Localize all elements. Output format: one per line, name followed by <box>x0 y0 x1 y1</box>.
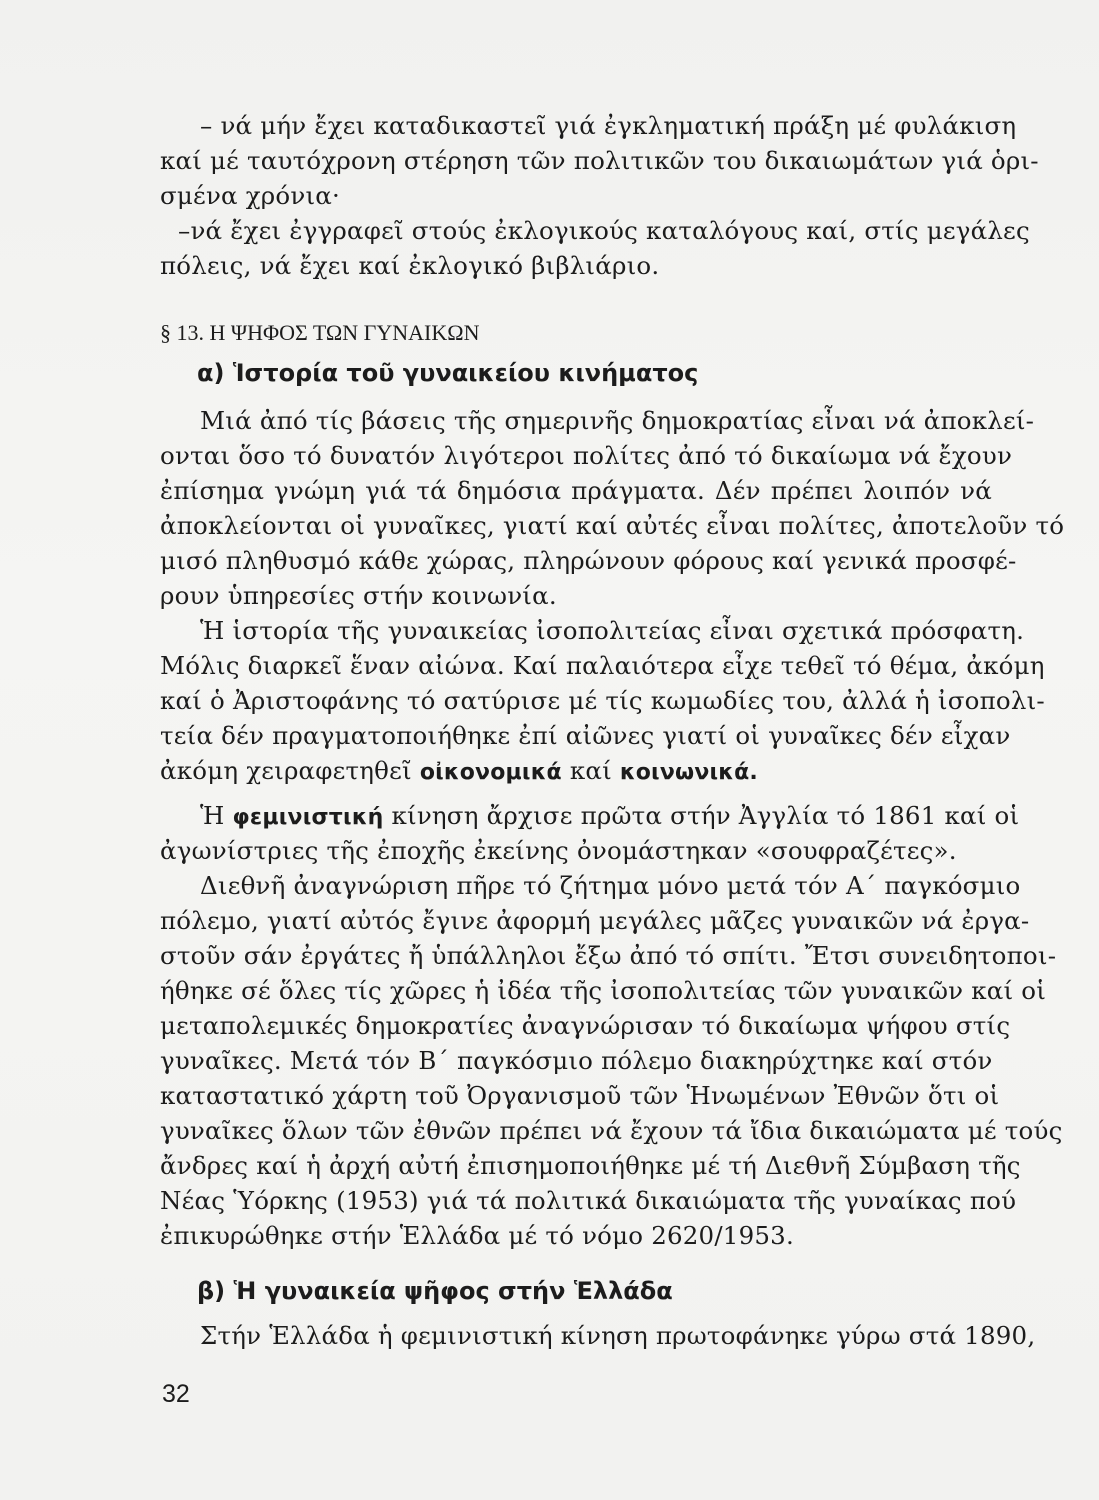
text-line: ἀγωνίστριες τῆς ἐποχῆς ἐκείνης ὀνομάστηκαν «σουφραζέτες». <box>160 836 957 865</box>
text-line: καταστατικό χάρτη τοῦ Ὀργανισμοῦ τῶν Ἡνωμένων Ἐθνῶν ὅτι οἱ <box>160 1081 1000 1110</box>
text-span: κίνηση ἄρχισε πρῶτα στήν Ἀγγλία τό 1861 καί οἱ <box>383 801 1020 830</box>
text-line: ρουν ὑπηρεσίες στήν κοινωνία. <box>160 581 557 610</box>
text-span: ἀκόμη χειραφετηθεῖ <box>160 756 420 785</box>
heading-b: β) Ἡ γυναικεία ψῆφος στήν Ἑλλάδα <box>197 1277 673 1305</box>
text-line: μεταπολεμικές δημοκρατίες ἀναγνώρισαν τό δικαίωμα ψήφου στίς <box>160 1011 1011 1040</box>
text-line: Μιά ἀπό τίς βάσεις τῆς σημερινῆς δημοκρατίας εἶναι νά ἀποκλεί- <box>200 406 1035 435</box>
text-line: ονται ὅσο τό δυνατόν λιγότεροι πολίτες ἀπό τό δικαίωμα νά ἔχουν <box>160 441 1013 470</box>
text-line: Μόλις διαρκεῖ ἕναν αἰώνα. Καί παλαιότερα εἶχε τεθεῖ τό θέμα, ἀκόμη <box>160 651 1045 680</box>
text-line: πόλεις, νά ἔχει καί ἐκλογικό βιβλιάριο. <box>160 251 660 280</box>
text-span: καί <box>561 756 620 785</box>
text-line: –νά ἔχει ἐγγραφεῖ στούς ἐκλογικούς καταλόγους καί, στίς μεγάλες <box>178 216 1030 245</box>
text-line <box>200 800 1020 834</box>
text-line: ἐπικυρώθηκε στήν Ἑλλάδα μέ τό νόμο 2620/1953. <box>160 1221 794 1250</box>
page-number: 32 <box>162 1380 190 1408</box>
text-line: καί μέ ταυτόχρονη στέρηση τῶν πολιτικῶν του δικαιωμάτων γιά ὁρι- <box>160 146 1039 175</box>
text-line: γυναῖκες ὅλων τῶν ἐθνῶν πρέπει νά ἔχουν τά ἴδια δικαιώματα μέ τούς <box>160 1116 1063 1145</box>
text-line: σμένα χρόνια· <box>160 181 340 210</box>
text-line: στοῦν σάν ἐργάτες ἤ ὑπάλληλοι ἔξω ἀπό τό σπίτι. Ἔτσι συνειδητοποι- <box>160 941 1057 970</box>
text-line: – νά μήν ἔχει καταδικαστεῖ γιά ἐγκληματική πράξη μέ φυλάκιση <box>200 111 1017 140</box>
text-line: ἐπίσημα γνώμη γιά τά δημόσια πράγματα. Δέν πρέπει λοιπόν νά <box>160 476 992 505</box>
section-title: § 13. Η ΨΗΦΟΣ ΤΩΝ ΓΥΝΑΙΚΩΝ <box>160 320 480 345</box>
text-line: ἄνδρες καί ἡ ἀρχή αὐτή ἐπισημοποιήθηκε μέ τή Διεθνῆ Σύμβαση τῆς <box>160 1151 1021 1180</box>
text-line: γυναῖκες. Μετά τόν Β΄ παγκόσμιο πόλεμο διακηρύχτηκε καί στόν <box>160 1046 993 1075</box>
text-line: Νέας Ὑόρκης (1953) γιά τά πολιτικά δικαιώματα τῆς γυναίκας πού <box>160 1186 1017 1215</box>
text-line: πόλεμο, γιατί αὐτός ἔγινε ἀφορμή μεγάλες μᾶζες γυναικῶν νά ἐργα- <box>160 906 1030 935</box>
text-line: τεία δέν πραγματοποιήθηκε ἐπί αἰῶνες γιατί οἱ γυναῖκες δέν εἶχαν <box>160 721 1011 750</box>
text-span: Ἡ <box>200 801 233 830</box>
text-line: Διεθνῆ ἀναγνώριση πῆρε τό ζήτημα μόνο μετά τόν Α΄ παγκόσμιο <box>200 871 1021 900</box>
text-line <box>160 755 758 789</box>
text-line: ἀποκλείονται οἱ γυναῖκες, γιατί καί αὐτές εἶναι πολίτες, ἀποτελοῦν τό <box>160 511 1065 540</box>
bold-term: κοινωνικά. <box>619 760 758 785</box>
bold-term: φεμινιστική <box>232 805 384 830</box>
text-line: καί ὁ Ἀριστοφάνης τό σατύρισε μέ τίς κωμωδίες του, ἀλλά ἡ ἰσοπολι- <box>160 686 1045 715</box>
text-line: ήθηκε σέ ὅλες τίς χῶρες ἡ ἰδέα τῆς ἰσοπολιτείας τῶν γυναικῶν καί οἱ <box>160 976 1047 1005</box>
heading-a: α) Ἱστορία τοῦ γυναικείου κινήματος <box>197 359 699 387</box>
text-line: μισό πληθυσμό κάθε χώρας, πληρώνουν φόρους καί γενικά προσφέ- <box>160 546 1017 575</box>
text-line: Ἡ ἱστορία τῆς γυναικείας ἰσοπολιτείας εἶναι σχετικά πρόσφατη. <box>200 616 1025 645</box>
bold-term: οἰκονομικά <box>419 760 562 785</box>
text-line: Στήν Ἑλλάδα ἡ φεμινιστική κίνηση πρωτοφάνηκε γύρω στά 1890, <box>200 1321 1036 1350</box>
